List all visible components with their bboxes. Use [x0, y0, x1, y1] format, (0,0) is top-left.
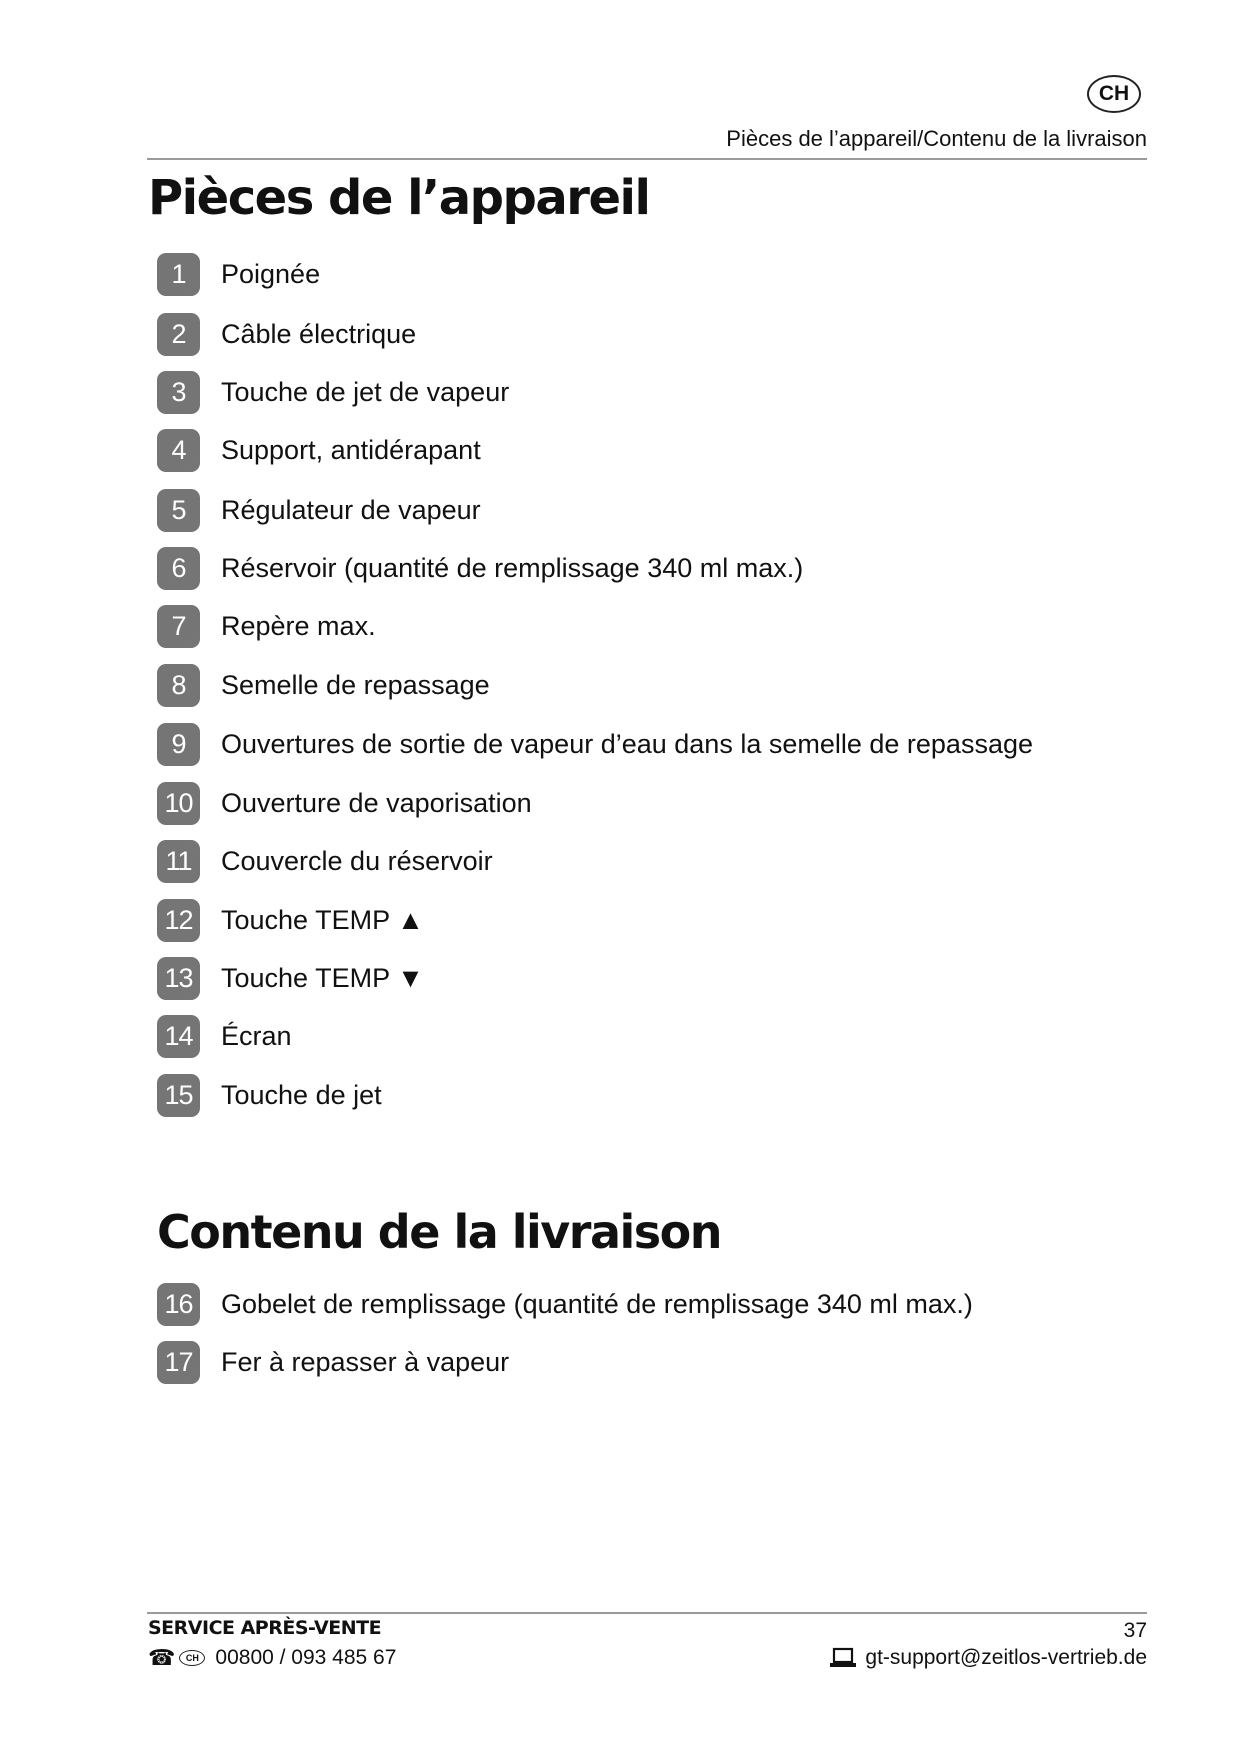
list-item [157, 898, 424, 942]
list-item [157, 428, 481, 472]
phone-number: 00800 / 093 485 67 [215, 1646, 397, 1669]
item-label: Touche de jet de vapeur [221, 376, 510, 407]
country-mini-badge: CH [179, 1650, 205, 1666]
item-number: 11 [157, 840, 200, 883]
item-label: Touche TEMP ▲ [221, 904, 424, 935]
support-email: gt-support@zeitlos-vertrieb.de [865, 1646, 1147, 1669]
item-label: Régulateur de vapeur [221, 494, 481, 525]
page-number: 37 [1123, 1619, 1147, 1642]
footer-divider [147, 1612, 1147, 1614]
header-section-title: Pièces de l’appareil/Contenu de la livraison [726, 126, 1147, 151]
list-item [157, 1014, 292, 1058]
item-label: Écran [221, 1020, 292, 1051]
item-number: 5 [157, 489, 200, 532]
list-item [157, 312, 416, 356]
list-item [157, 1073, 382, 1117]
item-label: Gobelet de remplissage (quantité de remplissage 340 ml max.) [221, 1288, 973, 1319]
item-number: 3 [157, 371, 200, 414]
item-label: Poignée [221, 258, 321, 289]
list-item [157, 781, 532, 825]
item-number: 6 [157, 547, 200, 590]
item-number: 17 [157, 1341, 200, 1384]
item-number: 8 [157, 664, 200, 707]
list-item [157, 1340, 509, 1384]
item-number: 10 [157, 782, 200, 825]
list-item [157, 604, 376, 648]
item-number: 14 [157, 1015, 200, 1058]
item-number: 13 [157, 957, 200, 1000]
list-item [157, 546, 803, 590]
item-number: 15 [157, 1074, 200, 1117]
item-label: Fer à repasser à vapeur [221, 1346, 510, 1377]
item-number: 9 [157, 723, 200, 766]
header-divider [147, 158, 1147, 160]
item-number: 1 [157, 253, 200, 296]
item-label: Semelle de repassage [221, 669, 490, 700]
list-item [157, 1282, 973, 1326]
laptop-icon [829, 1647, 857, 1669]
item-number: 4 [157, 429, 200, 472]
service-label: SERVICE APRÈS-VENTE [148, 1617, 382, 1639]
item-number: 12 [157, 899, 200, 942]
email-row [829, 1645, 1147, 1671]
list-item [157, 839, 493, 883]
item-label: Touche de jet [221, 1079, 382, 1110]
list-item [157, 722, 1033, 766]
parts-heading: Pièces de l’appareil [148, 170, 650, 226]
phone-row [148, 1645, 396, 1671]
list-item [157, 252, 320, 296]
item-number: 2 [157, 313, 200, 356]
item-number: 7 [157, 605, 200, 648]
item-number: 16 [157, 1283, 200, 1326]
list-item [157, 663, 490, 707]
item-label: Ouvertures de sortie de vapeur d’eau dans la semelle de repassage [221, 728, 1033, 759]
item-label: Ouverture de vaporisation [221, 787, 532, 818]
delivery-heading: Contenu de la livraison [157, 1205, 722, 1259]
item-label: Repère max. [221, 610, 376, 641]
list-item [157, 956, 424, 1000]
list-item [157, 370, 509, 414]
telephone-icon: ☎ [148, 1645, 176, 1670]
item-label: Couvercle du réservoir [221, 845, 493, 876]
list-item [157, 488, 481, 532]
item-label: Support, antidérapant [221, 434, 481, 465]
country-badge: CH [1087, 75, 1141, 113]
item-label: Câble électrique [221, 318, 417, 349]
item-label: Touche TEMP ▼ [221, 962, 424, 993]
item-label: Réservoir (quantité de remplissage 340 ml max.) [221, 552, 804, 583]
